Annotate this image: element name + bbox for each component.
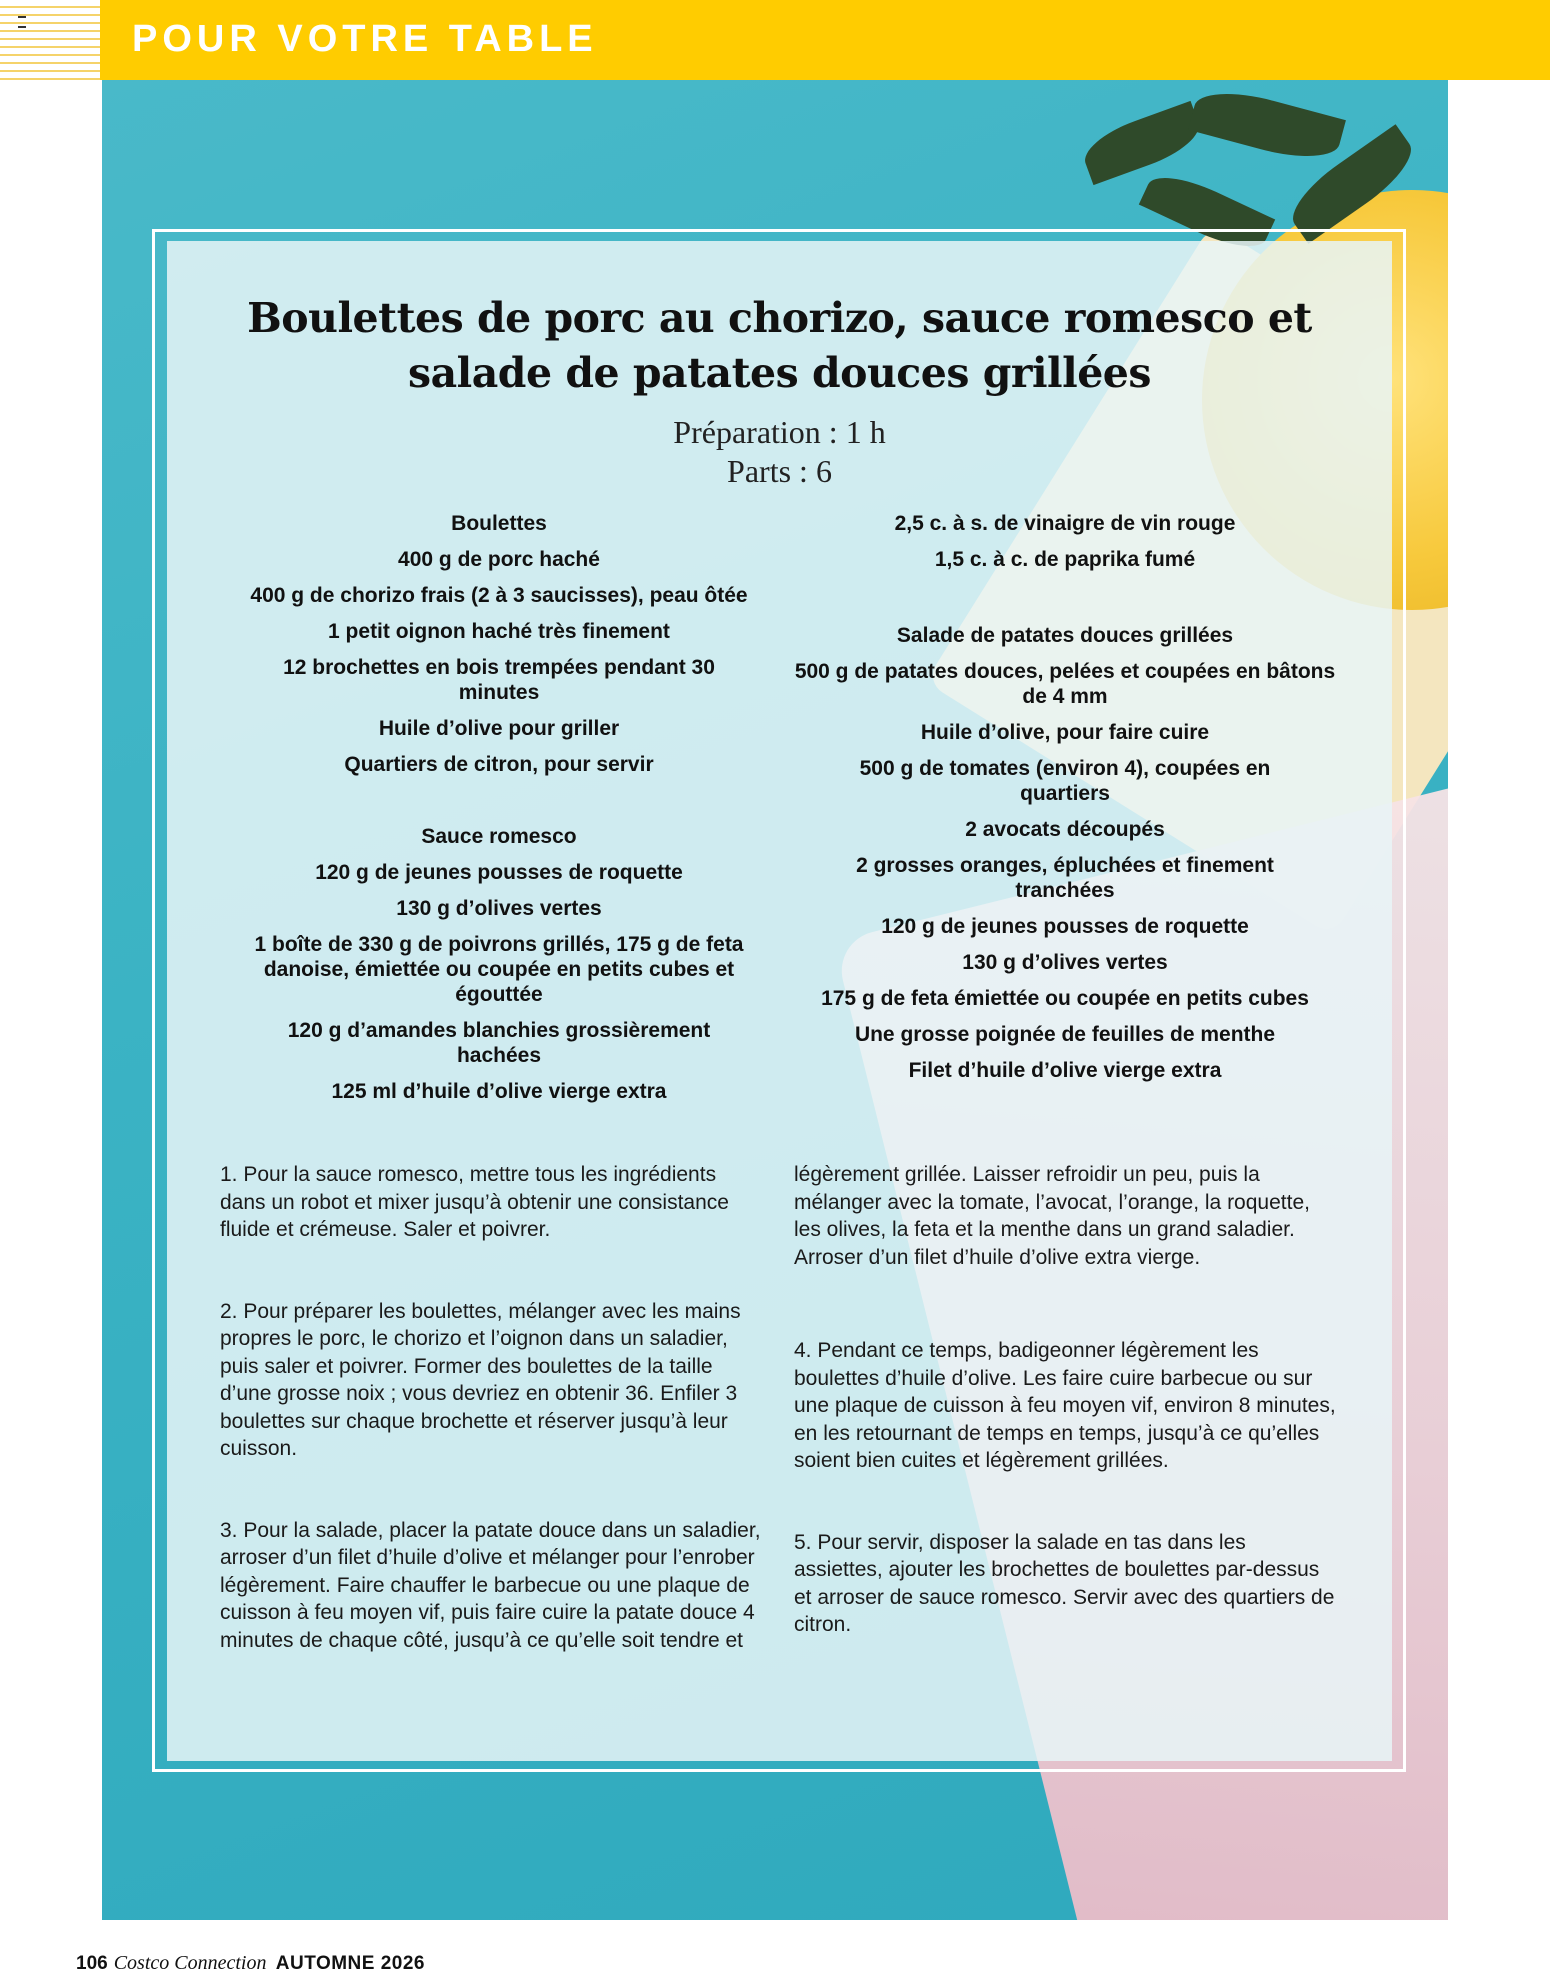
ingredient-item: 400 g de porc haché	[398, 548, 600, 571]
recipe-card	[167, 241, 1392, 1761]
ingredient-item: 1 petit oignon haché très finement	[328, 620, 670, 643]
ingredient-item: Une grosse poignée de feuilles de menthe	[854, 1023, 1276, 1046]
recipe-meta	[217, 413, 1342, 491]
leaf-image	[1078, 101, 1206, 185]
ingredient-item: 500 g de patates douces, pelées et coupées en bâtons de 4 mm	[794, 660, 1336, 708]
recipe-step: 3. Pour la salade, placer la patate douce dans un saladier, arroser d’un filet d’huile d’olive et mélanger pour l’enrober légèrement. Faire chauffer le barbecue ou une plaque de cuisson à feu moyen vif, puis faire cuire la patate douce 4 minutes de chaque côté, jusqu’à ce qu’elle soit tendre et	[220, 1518, 761, 1652]
menu-icon	[18, 16, 26, 28]
ingredient-item: Filet d’huile d’olive vierge extra	[908, 1059, 1222, 1082]
steps-left-column	[220, 1161, 765, 1708]
ingredient-item: 1,5 c. à c. de paprika fumé	[934, 548, 1196, 571]
ingredient-item: 500 g de tomates (environ 4), coupées en quartiers	[859, 757, 1271, 805]
recipe-title-line: Boulettes de porc au chorizo, sauce romesco et	[247, 294, 1312, 342]
issue-label: AUTOMNE 2026	[275, 1953, 426, 1974]
steps-right-column	[794, 1161, 1339, 1693]
ingredient-group-heading: Boulettes	[451, 512, 547, 535]
ingredient-item: 125 ml d’huile d’olive vierge extra	[331, 1080, 667, 1103]
page-footer	[76, 1952, 425, 1975]
page-number: 106	[76, 1953, 108, 1974]
ingredients-left-column	[219, 511, 779, 1115]
ingredients-right-column	[785, 511, 1345, 1094]
section-label: POUR VOTRE TABLE	[132, 18, 598, 60]
ingredient-item: 400 g de chorizo frais (2 à 3 saucisses), peau ôtée	[250, 584, 748, 607]
preparation-time: Préparation : 1 h	[673, 414, 886, 450]
leaf-image	[1188, 81, 1346, 168]
header-stripes-decoration	[0, 0, 100, 80]
recipe-step: 1. Pour la sauce romesco, mettre tous les ingrédients dans un robot et mixer jusqu’à obtenir une consistance fluide et crémeuse. Saler et poivrer.	[220, 1163, 729, 1241]
ingredient-item: 1 boîte de 330 g de poivrons grillés, 175 g de feta danoise, émiettée ou coupée en petits cubes et égouttée	[254, 933, 744, 1006]
ingredient-item: 130 g d’olives vertes	[396, 897, 602, 920]
ingredient-group-heading: Salade de patates douces grillées	[896, 624, 1234, 647]
ingredient-item: 2,5 c. à s. de vinaigre de vin rouge	[894, 512, 1236, 535]
ingredient-item: 2 avocats découpés	[965, 818, 1165, 841]
recipe-title-line: salade de patates douces grillées	[408, 349, 1151, 397]
ingredient-item: Quartiers de citron, pour servir	[344, 753, 654, 776]
ingredient-item: 12 brochettes en bois trempées pendant 30 minutes	[283, 656, 715, 704]
recipe-step: 4. Pendant ce temps, badigeonner légèrement les boulettes d’huile d’olive. Les faire cuire barbecue ou sur une plaque de cuisson à feu moyen vif, environ 8 minutes, en les retournant de temps en temps, jusqu’à ce qu’elles soient bien cuites et légèrement grillées.	[794, 1339, 1336, 1472]
ingredient-item: Huile d’olive pour griller	[378, 717, 620, 740]
ingredient-item: 120 g de jeunes pousses de roquette	[881, 915, 1249, 938]
ingredient-group-heading: Sauce romesco	[421, 825, 577, 848]
recipe-title	[217, 291, 1342, 401]
recipe-step: 5. Pour servir, disposer la salade en tas dans les assiettes, ajouter les brochettes de boulettes par-dessus et arroser de sauce romesco. Servir avec des quartiers de citron.	[794, 1530, 1335, 1636]
recipe-step: légèrement grillée. Laisser refroidir un peu, puis la mélanger avec la tomate, l’avocat, l’orange, la roquette, les olives, la feta et la menthe dans un grand saladier. Arroser d’un filet d’huile d’olive extra vierge.	[794, 1163, 1310, 1269]
ingredient-item: Huile d’olive, pour faire cuire	[920, 721, 1210, 744]
ingredient-item: 130 g d’olives vertes	[962, 951, 1168, 974]
recipe-step: 2. Pour préparer les boulettes, mélanger avec les mains propres le porc, le chorizo et l’oignon dans un saladier, puis saler et poivrer. Former des boulettes de la taille d’une grosse noix ; vous devriez en obtenir 36. Enfiler 3 boulettes sur chaque brochette et réserver jusqu’à leur cuisson.	[220, 1299, 741, 1460]
ingredient-item: 120 g de jeunes pousses de roquette	[315, 861, 683, 884]
servings: Parts : 6	[727, 453, 832, 489]
magazine-name: Costco Connection	[113, 1952, 267, 1974]
ingredient-item: 120 g d’amandes blanchies grossièrement hachées	[287, 1019, 711, 1067]
ingredient-item: 175 g de feta émiettée ou coupée en petits cubes	[821, 987, 1309, 1010]
ingredient-item: 2 grosses oranges, épluchées et finement tranchées	[856, 854, 1274, 902]
